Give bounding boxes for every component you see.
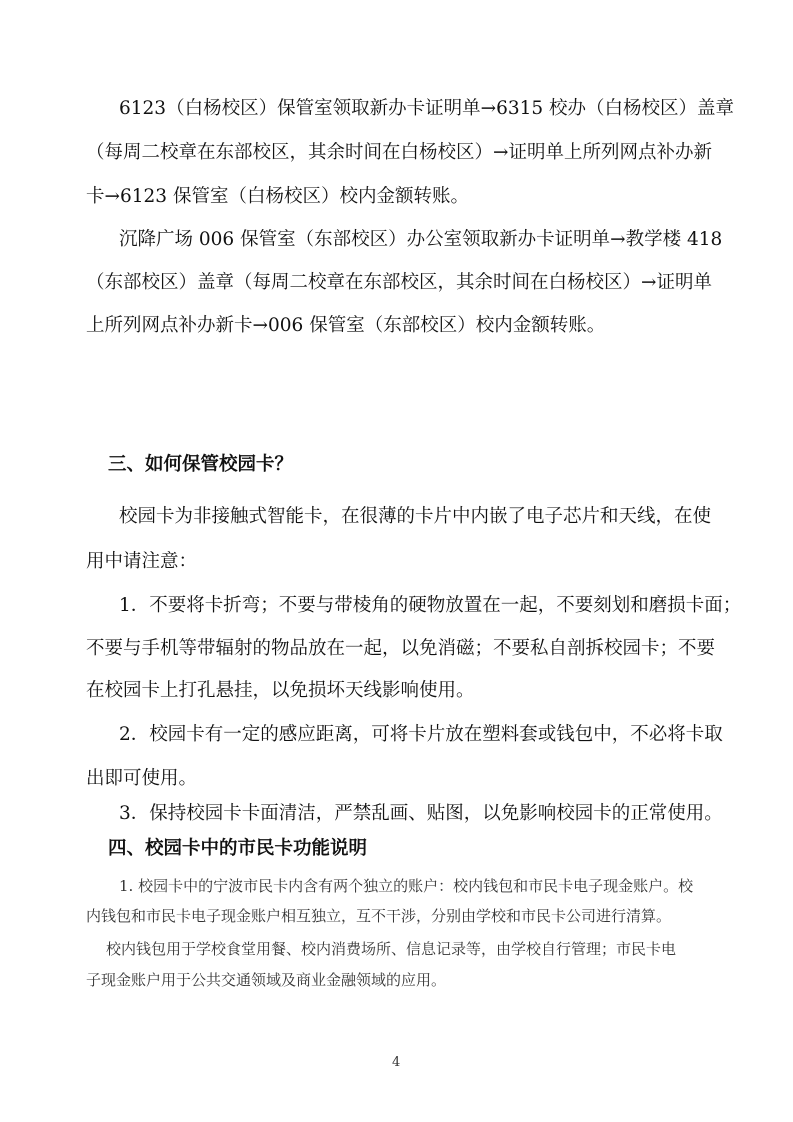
section-4-p2-line-2: 子现金账户用于公共交通领域及商业金融领域的应用。 [86, 971, 447, 989]
section-3-item-1-line-3: 在校园卡上打孔悬挂，以免损坏天线影响使用。 [86, 680, 475, 701]
para-a-line-2: （每周二校章在东部校区，其余时间在白杨校区）→证明单上所列网点补办新 [86, 142, 713, 163]
section-3-item-1-line-1: 1．不要将卡折弯；不要与带棱角的硬物放置在一起，不要刻划和磨损卡面； [119, 595, 742, 616]
section-4-p1-line-1: 1. 校园卡中的宁波市民卡内含有两个独立的账户：校内钱包和市民卡电子现金账户。校 [119, 877, 694, 895]
page-number: 4 [392, 1055, 401, 1070]
para-b-line-1: 沉降广场 006 保管室（东部校区）办公室领取新办卡证明单→教学楼 418 [119, 229, 723, 250]
section-3-intro-line-1: 校园卡为非接触式智能卡，在很薄的卡片中内嵌了电子芯片和天线，在使 [119, 506, 712, 527]
para-a-line-1: 6123（白杨校区）保管室领取新办卡证明单→6315 校办（白杨校区）盖章 [119, 98, 735, 119]
section-3-intro-line-2: 用中请注意： [86, 551, 198, 572]
para-a-line-3: 卡→6123 保管室（白杨校区）校内金额转账。 [86, 186, 469, 207]
section-4-p1-line-2: 内钱包和市民卡电子现金账户相互独立，互不干涉，分别由学校和市民卡公司进行清算。 [86, 907, 672, 925]
section-4-heading: 四、校园卡中的市民卡功能说明 [108, 838, 368, 859]
section-3-item-2-line-1: 2．校园卡有一定的感应距离，可将卡片放在塑料套或钱包中，不必将卡取 [119, 724, 723, 745]
section-3-item-3-line-1: 3．保持校园卡卡面清洁，严禁乱画、贴图，以免影响校园卡的正常使用。 [119, 803, 723, 824]
section-3-item-1-line-2: 不要与手机等带辐射的物品放在一起，以免消磁；不要私自剖拆校园卡；不要 [86, 638, 716, 659]
para-b-line-2: （东部校区）盖章（每周二校章在东部校区，其余时间在白杨校区）→证明单 [86, 272, 713, 293]
para-b-line-3: 上所列网点补办新卡→006 保管室（东部校区）校内金额转账。 [86, 315, 606, 336]
section-3-heading: 三、如何保管校园卡？ [108, 454, 294, 475]
section-4-p2-line-1: 校内钱包用于学校食堂用餐、校内消费场所、信息记录等，由学校自行管理；市民卡电 [106, 940, 677, 958]
section-3-item-2-line-2: 出即可使用。 [86, 768, 198, 789]
